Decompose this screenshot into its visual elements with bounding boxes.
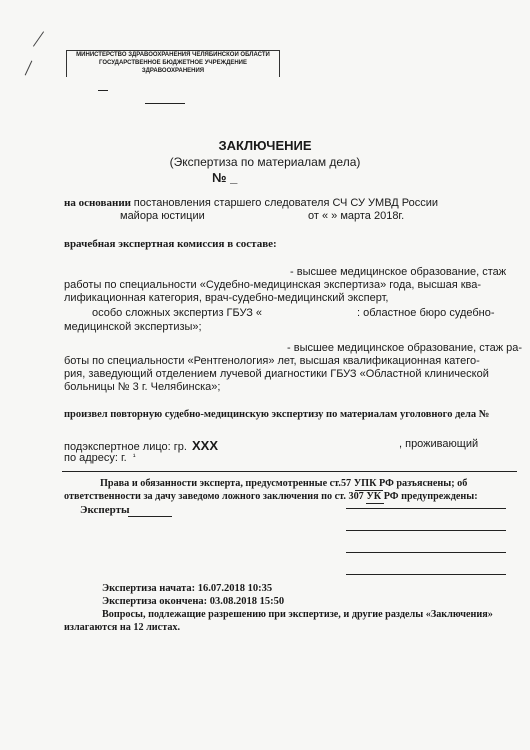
stamp-dash	[98, 90, 108, 91]
basis-rank: майора юстиции	[120, 210, 205, 222]
basis-prefix: на основании	[64, 197, 131, 209]
member2-line-4: больницы № 3 г. Челябинска»;	[64, 381, 221, 393]
signature-line-3	[346, 552, 506, 553]
rights-line-1: Права и обязанности эксперта, предусмотренные ст.57 УПК РФ разъяснены; об	[100, 478, 468, 489]
section-divider	[62, 471, 517, 472]
stamp-underline	[145, 103, 185, 104]
exam-end: Экспертиза окончена: 03.08.2018 15:50	[102, 596, 285, 607]
member2-line-3: рия, заведующий отделением лучевой диагностики ГБУЗ «Областной клинической	[64, 368, 489, 380]
note-line-2: излагаются на 12 листах.	[64, 622, 181, 633]
basis-line-1	[64, 197, 438, 209]
member2-line-1: - высшее медицинское образование, стаж ра-	[287, 342, 523, 354]
member1-line-5: медицинской экспертизы»;	[64, 321, 202, 333]
address-line: по адресу: г. $^{^1}$	[64, 452, 136, 464]
member1-line-3: лификационная категория, врач-судебно-медицинский эксперт,	[64, 292, 389, 304]
signature-line-1	[346, 508, 506, 509]
subject-line	[64, 438, 218, 453]
experts-label: Эксперты	[80, 504, 130, 516]
note-line-1: Вопросы, подлежащие разрешению при экспертизе, и другие разделы «Заключения»	[102, 609, 493, 620]
member1-line-4b: : областное бюро судебно-	[357, 307, 495, 319]
signature-line-2	[346, 530, 506, 531]
signature-line-4	[346, 574, 506, 575]
underline-st307	[366, 503, 384, 504]
scan-mark-top-left	[33, 31, 44, 46]
address-label: по адресу: г.	[64, 452, 127, 464]
rights-line-2: ответственности за дачу заведомо ложного заключения по ст. 307 УК РФ предупреждены:	[64, 491, 478, 502]
stamp-line-3: ЗДРАВООХРАНЕНИЯ	[141, 68, 205, 74]
examination-statement: произвел повторную судебно-медицинскую экспертизу по материалам уголовного дела №	[64, 409, 490, 420]
institution-stamp	[66, 50, 280, 77]
member1-line-2: работы по специальности «Судебно-медицинская экспертиза» года, высшая ква-	[64, 279, 482, 291]
member1-line-1: - высшее медицинское образование, стаж	[290, 266, 507, 278]
exam-start: Экспертиза начата: 16.07.2018 10:35	[102, 583, 273, 594]
document-title: ЗАКЛЮЧЕНИЕ	[218, 138, 312, 153]
commission-heading: врачебная экспертная комиссия в составе:	[64, 238, 277, 250]
stamp-line-2: ГОСУДАРСТВЕННОЕ БЮДЖЕТНОЕ УЧРЕЖДЕНИЕ	[99, 60, 247, 66]
basis-date: от « » марта 2018г.	[308, 210, 405, 222]
scan-mark-left	[25, 61, 33, 76]
subject-suffix: , проживающий	[399, 438, 479, 450]
member1-line-4: особо сложных экспертиз ГБУЗ «	[92, 307, 263, 319]
member2-line-2: боты по специальности «Рентгенология» лет, высшая квалификационная катего-	[64, 355, 480, 367]
subject-name: ХХХ	[192, 438, 219, 453]
basis-resolution: постановления старшего следователя СЧ СУ УМВД России	[133, 197, 439, 209]
subject-label: подэкспертное лицо: гр.	[64, 441, 187, 453]
expert-signature-line	[128, 516, 172, 517]
stamp-line-1: МИНИСТЕРСТВО ЗДРАВООХРАНЕНИЯ ЧЕЛЯБИНСКОЙ ОБЛАСТИ	[76, 52, 270, 58]
document-number: № _	[212, 170, 238, 185]
document-subtitle: (Экспертиза по материалам дела)	[169, 155, 361, 169]
